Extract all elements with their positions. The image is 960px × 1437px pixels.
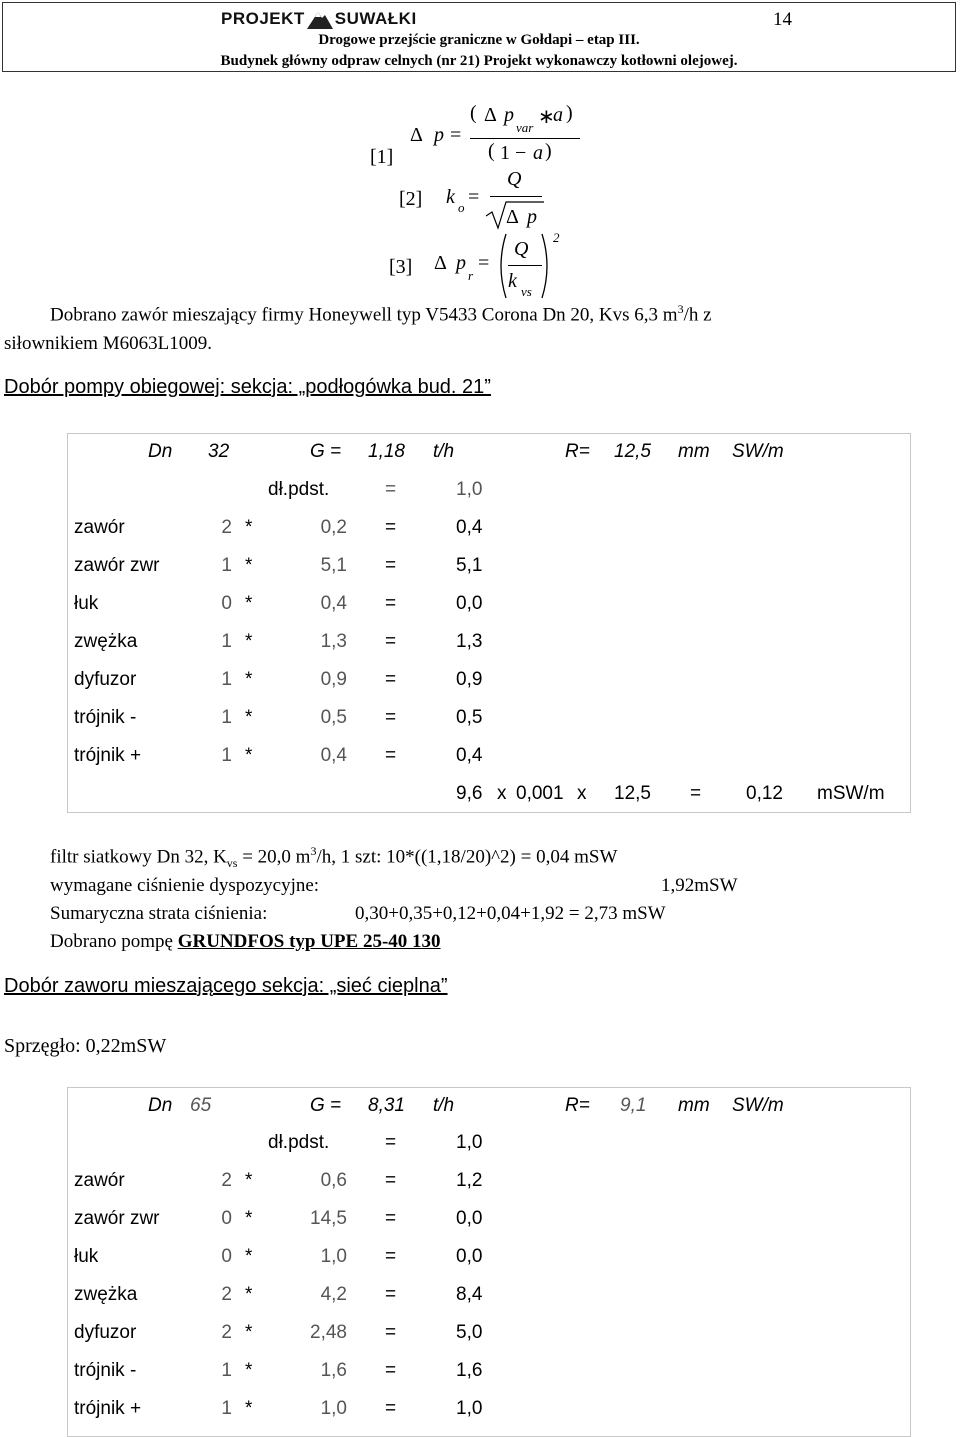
row-result: 1,0	[456, 1398, 483, 1419]
row-coefficient: 1,0	[320, 1398, 347, 1419]
t2-dn-label: Dn	[148, 1095, 173, 1116]
row-count: 1	[221, 745, 232, 766]
filter-text-a: filtr siatkowy Dn 32, K	[50, 846, 227, 868]
t1-g-unit: t/h	[433, 441, 455, 462]
formula-3-vs-sub: vs	[521, 284, 532, 299]
formula-3-p: p	[456, 252, 466, 274]
row-operator: *	[245, 1208, 253, 1229]
calc-table-2	[67, 1087, 911, 1437]
valve-text: Dobrano zawór mieszający firmy Honeywell typ V5433 Corona Dn 20, Kvs 6,3 m	[50, 304, 678, 326]
row-operator: *	[245, 593, 253, 614]
row-operator: *	[245, 1170, 253, 1191]
t1-g-value: 1,18	[368, 441, 405, 462]
row-coefficient: 0,4	[320, 593, 347, 614]
formula-3-Q: Q	[514, 238, 529, 260]
total-loss-label: Sumaryczna strata ciśnienia:	[50, 903, 268, 924]
row-result: 0,5	[456, 707, 483, 728]
pressure-label: wymagane ciśnienie dyspozycyjne:	[50, 875, 320, 896]
section-title-pump: Dobór pompy obiegowej: sekcja: „podłogówka bud. 21”	[4, 376, 491, 398]
t2-r-label: R=	[565, 1095, 590, 1116]
row-operator: *	[245, 631, 253, 652]
section-title-mixing-valve: Dobór zaworu mieszającego sekcja: „sieć cieplna”	[4, 975, 448, 997]
formula-3-eq: =	[478, 252, 490, 274]
row-equals: =	[385, 1398, 397, 1419]
row-coefficient: 0,5	[320, 707, 347, 728]
row-result: 1,2	[456, 1170, 483, 1191]
row-name: trójnik +	[74, 745, 142, 766]
row-operator: *	[245, 1284, 253, 1305]
row-equals: =	[385, 1360, 397, 1381]
t1-r-value: 12,5	[614, 441, 651, 462]
row-coefficient: 1,6	[320, 1360, 347, 1381]
valve-selection-line-2: siłownikiem M6063L1009.	[4, 333, 212, 354]
company-logo	[221, 7, 441, 31]
row-result: 5,1	[456, 555, 483, 576]
row-name: dyfuzor	[74, 1322, 137, 1343]
formula-2-fraction-bar	[490, 196, 542, 197]
row-equals: =	[385, 1208, 397, 1229]
row-operator: *	[245, 1398, 253, 1419]
logo-text-right: SUWAŁKI	[334, 9, 417, 28]
t1-sum: 9,6	[456, 783, 483, 804]
formula-2-Q: Q	[507, 168, 522, 190]
row-coefficient: 1,0	[320, 1246, 347, 1267]
row-equals: =	[385, 669, 397, 690]
row-name: dyfuzor	[74, 669, 137, 690]
row-result: 5,0	[456, 1322, 483, 1343]
valve-sup: 3	[677, 302, 684, 316]
t1-x2: x	[577, 783, 587, 804]
pump-selection	[50, 931, 441, 953]
t1-dn-label: Dn	[148, 441, 173, 462]
row-coefficient: 2,48	[310, 1322, 347, 1343]
row-count: 1	[221, 1398, 232, 1419]
calc-table-1	[67, 433, 911, 813]
t2-g-value: 8,31	[368, 1095, 405, 1116]
total-loss-value: 0,30+0,35+0,12+0,04+1,92 = 2,73 mSW	[355, 903, 666, 924]
row-operator: *	[245, 1322, 253, 1343]
row-operator: *	[245, 745, 253, 766]
t1-summary-result: 0,12	[746, 783, 783, 804]
row-equals: =	[385, 593, 397, 614]
row-equals: =	[385, 1322, 397, 1343]
t2-g-label: G =	[310, 1095, 342, 1116]
row-coefficient: 0,2	[320, 517, 347, 538]
row-equals: =	[385, 1284, 397, 1305]
row-equals: =	[385, 1170, 397, 1191]
row-operator: *	[245, 1360, 253, 1381]
t2-r-unit: mm	[678, 1095, 710, 1116]
row-equals: =	[385, 745, 397, 766]
valve-text-end: /h z	[683, 304, 712, 326]
row-count: 2	[221, 1284, 232, 1305]
filter-note	[50, 844, 617, 871]
formula-1-den-a: a	[533, 142, 543, 164]
t1-dl-label: dł.pdst.	[268, 479, 330, 500]
row-name: zawór zwr	[74, 555, 160, 576]
page-number: 14	[773, 9, 792, 30]
formula-3-r-sub: r	[468, 268, 474, 283]
row-name: zawór	[74, 517, 125, 538]
row-count: 1	[221, 707, 232, 728]
formula-1-star: ∗	[538, 106, 555, 128]
formula-2-label: [2]	[399, 188, 423, 210]
filter-sup: 3	[310, 844, 317, 858]
t1-x1: x	[497, 783, 507, 804]
row-count: 1	[221, 555, 232, 576]
formula-1-den-lparen: (	[488, 140, 495, 162]
row-equals: =	[385, 631, 397, 652]
row-operator: *	[245, 1246, 253, 1267]
row-operator: *	[245, 707, 253, 728]
formula-1-var-sub: var	[516, 120, 534, 135]
t1-r-unit2: SW/m	[732, 441, 784, 462]
formula-1-p: p	[434, 124, 444, 146]
row-coefficient: 5,1	[320, 555, 347, 576]
formula-1-delta: Δ	[410, 124, 423, 146]
t1-summary-r: 12,5	[614, 783, 651, 804]
formula-1-a: a	[553, 104, 563, 126]
formula-1-rparen: )	[566, 102, 573, 124]
formula-3-fraction-bar	[508, 265, 542, 266]
formula-1-fraction-bar	[470, 138, 580, 139]
row-equals: =	[385, 555, 397, 576]
formula-2-o-sub: o	[458, 200, 465, 215]
mountain-logo-icon	[307, 9, 333, 29]
t1-dl-value: 1,0	[456, 479, 483, 500]
row-name: trójnik +	[74, 1398, 142, 1419]
row-count: 0	[221, 1246, 232, 1267]
formula-1-label: [1]	[370, 146, 394, 168]
row-name: trójnik -	[74, 1360, 137, 1381]
t2-dl-eq: =	[385, 1132, 397, 1153]
formula-1-den-rparen: )	[545, 140, 552, 162]
row-coefficient: 0,4	[320, 745, 347, 766]
row-count: 2	[221, 1170, 232, 1191]
filter-sub: vs	[226, 856, 238, 871]
row-count: 1	[221, 1360, 232, 1381]
row-coefficient: 14,5	[310, 1208, 347, 1229]
row-result: 0,9	[456, 669, 483, 690]
t1-g-label: G =	[310, 441, 342, 462]
formula-2-p: p	[527, 206, 537, 228]
row-result: 0,0	[456, 593, 483, 614]
row-coefficient: 0,6	[320, 1170, 347, 1191]
filter-text-c: /h, 1 szt: 10*((1,18/20)^2) = 0,04 mSW	[316, 846, 618, 868]
formula-1-one-minus: 1 −	[500, 142, 527, 164]
row-result: 1,6	[456, 1360, 483, 1381]
row-coefficient: 4,2	[320, 1284, 347, 1305]
row-count: 0	[221, 1208, 232, 1229]
t1-factor: 0,001	[516, 783, 564, 804]
t1-dl-eq: =	[385, 479, 397, 500]
row-count: 1	[221, 631, 232, 652]
row-equals: =	[385, 1246, 397, 1267]
row-name: zwężka	[74, 631, 138, 652]
pump-name: GRUNDFOS typ UPE 25-40 130	[177, 931, 441, 952]
row-name: łuk	[74, 1246, 99, 1267]
row-operator: *	[245, 555, 253, 576]
row-result: 0,4	[456, 745, 483, 766]
row-equals: =	[385, 517, 397, 538]
row-operator: *	[245, 517, 253, 538]
row-name: łuk	[74, 593, 99, 614]
formula-1-eq: =	[450, 124, 462, 146]
row-result: 1,3	[456, 631, 483, 652]
row-result: 8,4	[456, 1284, 483, 1305]
t1-r-unit: mm	[678, 441, 710, 462]
row-equals: =	[385, 707, 397, 728]
row-count: 0	[221, 593, 232, 614]
pump-prefix: Dobrano pompę	[50, 931, 178, 952]
row-coefficient: 0,9	[320, 669, 347, 690]
row-result: 0,0	[456, 1208, 483, 1229]
row-result: 0,0	[456, 1246, 483, 1267]
row-operator: *	[245, 669, 253, 690]
t2-dn-value: 65	[190, 1095, 212, 1116]
formula-3-label: [3]	[389, 256, 413, 278]
header-project-line: Drogowe przejście graniczne w Gołdapi – etap III.	[318, 32, 640, 48]
formula-2-eq: =	[468, 186, 480, 208]
t1-r-label: R=	[565, 441, 590, 462]
t2-r-value: 9,1	[620, 1095, 647, 1116]
valve-selection-line-1	[50, 302, 712, 326]
row-name: trójnik -	[74, 707, 137, 728]
formula-3-delta: Δ	[434, 252, 447, 274]
t2-g-unit: t/h	[433, 1095, 455, 1116]
logo-text-left: PROJEKT	[221, 9, 305, 28]
formula-1-delta-num: Δ	[484, 104, 497, 126]
t2-dl-label: dł.pdst.	[268, 1132, 330, 1153]
t1-summary-eq: =	[690, 783, 702, 804]
formula-3-k: k	[508, 270, 517, 292]
page-header	[2, 2, 956, 72]
pressure-value: 1,92mSW	[661, 875, 738, 896]
row-count: 2	[221, 517, 232, 538]
t1-summary-unit: mSW/m	[817, 783, 885, 804]
filter-text-b: = 20,0 m	[237, 846, 311, 868]
row-count: 1	[221, 669, 232, 690]
row-coefficient: 1,3	[320, 631, 347, 652]
row-name: zawór zwr	[74, 1208, 160, 1229]
coupler-note: Sprzęgło: 0,22mSW	[4, 1035, 167, 1057]
formula-2-delta: Δ	[506, 206, 519, 228]
t1-dn-value: 32	[208, 441, 230, 462]
formula-3-exponent: 2	[553, 230, 560, 245]
row-count: 2	[221, 1322, 232, 1343]
header-building-line: Budynek główny odpraw celnych (nr 21) Projekt wykonawczy kotłowni olejowej.	[220, 53, 738, 69]
row-name: zwężka	[74, 1284, 138, 1305]
formula-1-p-num: p	[504, 104, 514, 126]
formula-1-lparen: (	[470, 102, 477, 124]
row-result: 0,4	[456, 517, 483, 538]
formula-2-k: k	[446, 186, 455, 208]
t2-r-unit2: SW/m	[732, 1095, 784, 1116]
row-name: zawór	[74, 1170, 125, 1191]
t2-dl-value: 1,0	[456, 1132, 483, 1153]
